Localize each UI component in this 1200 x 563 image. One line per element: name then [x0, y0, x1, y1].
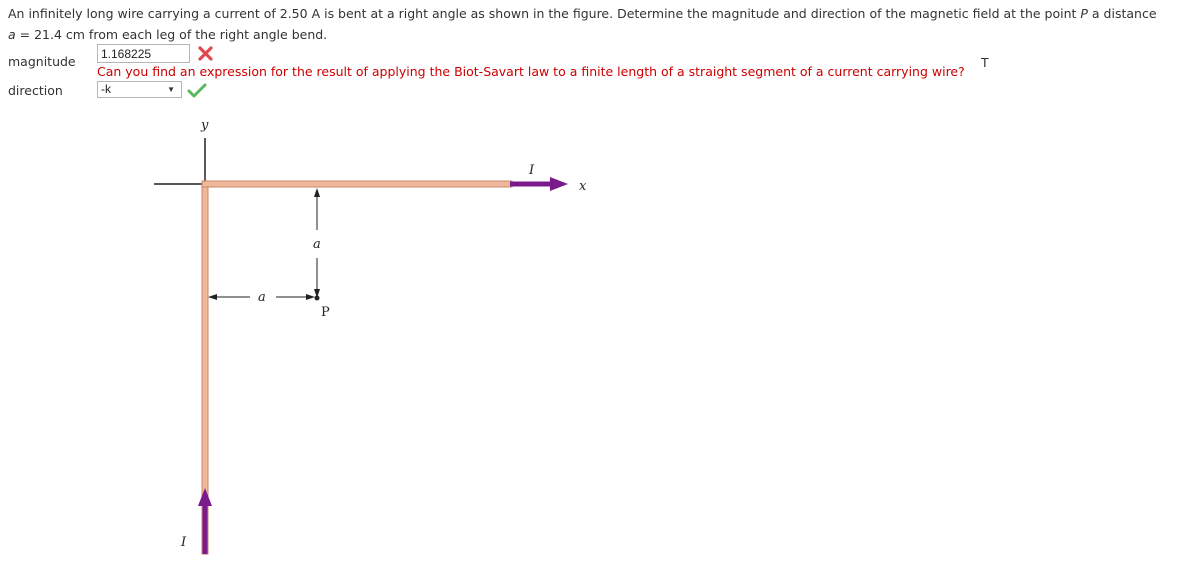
dimension-vertical-arrowhead-top: [314, 188, 320, 197]
horizontal-wire: [202, 181, 512, 187]
magnitude-feedback: Can you find an expression for the result of applying the Biot-Savart law to a finite length of a straight segment of a current carrying wire?: [97, 64, 965, 79]
dimension-horizontal-arrowhead-left: [208, 294, 217, 300]
magnitude-label: magnitude: [8, 54, 76, 69]
magnitude-input[interactable]: 1.168225: [97, 44, 190, 63]
point-symbol: P: [1080, 6, 1088, 21]
point-p-label: P: [321, 305, 330, 320]
current-arrow-up-head: [198, 488, 212, 506]
dropdown-arrow-icon: ▼: [167, 85, 175, 94]
wire-figure: [108, 108, 600, 563]
current-value: 2.50: [279, 6, 308, 21]
question-line-2: a = 21.4 cm from each leg of the right angle bend.: [8, 27, 328, 42]
distance-label-vertical: a: [313, 237, 321, 252]
dimension-horizontal-arrowhead-right: [306, 294, 315, 300]
distance-label-horizontal: a: [258, 290, 266, 305]
current-arrow-right-head: [550, 177, 568, 191]
current-label-bottom: I: [181, 535, 187, 550]
direction-selected-value: -k: [101, 82, 111, 96]
question-text: [8, 3, 1198, 45]
x-axis-label: x: [579, 179, 587, 194]
distance-symbol: a: [8, 27, 16, 42]
magnitude-unit: T: [981, 55, 989, 70]
question-line-1: An infinitely long wire carrying a current of 2.50 A is bent at a right angle as shown in the figure. Determine the magnitude and direction of the magnetic field at the point P a distance: [8, 6, 1157, 21]
correct-check-icon: [187, 82, 207, 99]
point-p-dot: [315, 296, 320, 301]
direction-select[interactable]: [97, 81, 182, 98]
y-axis-label: y: [201, 118, 209, 133]
direction-label: direction: [8, 83, 63, 98]
current-label-top: I: [529, 163, 535, 178]
distance-value: 21.4: [34, 27, 62, 42]
incorrect-x-icon: [197, 45, 214, 62]
